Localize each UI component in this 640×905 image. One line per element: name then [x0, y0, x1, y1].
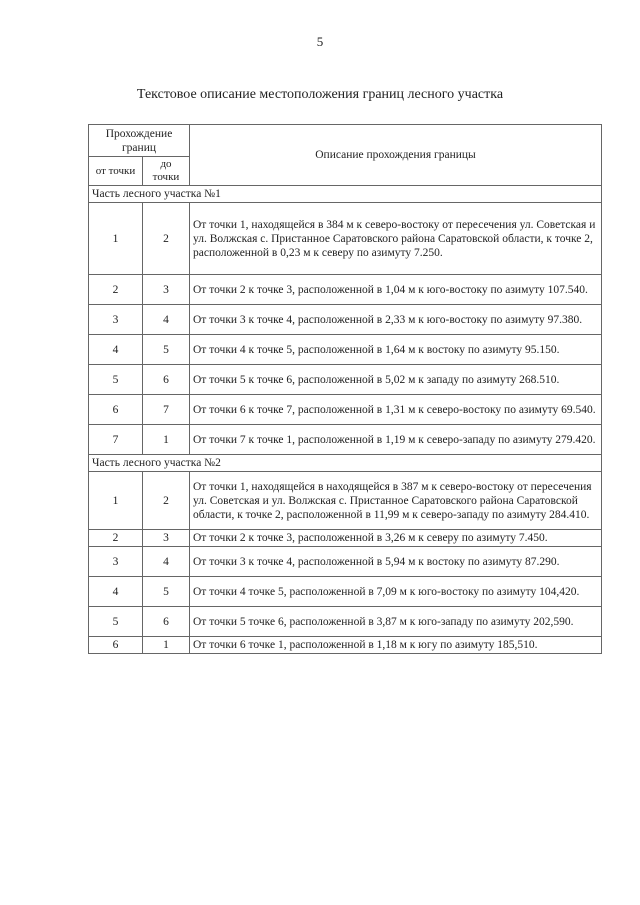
from-point-cell: 1	[89, 203, 143, 275]
description-cell: От точки 6 точке 1, расположенной в 1,18 м к югу по азимуту 185,510.	[190, 637, 602, 654]
from-point-cell: 1	[89, 472, 143, 530]
header-to-point: до точки	[143, 157, 190, 186]
from-point-cell: 6	[89, 637, 143, 654]
table-row	[89, 275, 602, 305]
table-row	[89, 637, 602, 654]
to-point-cell: 2	[143, 203, 190, 275]
to-point-cell: 6	[143, 607, 190, 637]
boundary-table	[88, 124, 602, 654]
description-cell: От точки 2 к точке 3, расположенной в 1,04 м к юго-востоку по азимуту 107.540.	[190, 275, 602, 305]
section-row	[89, 455, 602, 472]
to-point-cell: 1	[143, 425, 190, 455]
to-point-cell: 5	[143, 577, 190, 607]
table-row	[89, 530, 602, 547]
from-point-cell: 3	[89, 547, 143, 577]
from-point-cell: 4	[89, 335, 143, 365]
table-row	[89, 425, 602, 455]
from-point-cell: 5	[89, 365, 143, 395]
to-point-cell: 1	[143, 637, 190, 654]
to-point-cell: 2	[143, 472, 190, 530]
description-cell: От точки 2 к точке 3, расположенной в 3,26 м к северу по азимуту 7.450.	[190, 530, 602, 547]
description-cell: От точки 4 точке 5, расположенной в 7,09 м к юго-востоку по азимуту 104,420.	[190, 577, 602, 607]
from-point-cell: 4	[89, 577, 143, 607]
from-point-cell: 7	[89, 425, 143, 455]
table-row	[89, 305, 602, 335]
description-cell: От точки 5 точке 6, расположенной в 3,87 м к юго-западу по азимуту 202,590.	[190, 607, 602, 637]
document-title: Текстовое описание местоположения границ лесного участка	[136, 87, 504, 102]
section-label: Часть лесного участка №2	[89, 455, 602, 472]
table-row	[89, 335, 602, 365]
description-cell: От точки 5 к точке 6, расположенной в 5,02 м к западу по азимуту 268.510.	[190, 365, 602, 395]
table-row	[89, 203, 602, 275]
header-boundary-group: Прохождение границ	[89, 125, 190, 157]
table-row	[89, 577, 602, 607]
section-row	[89, 186, 602, 203]
to-point-cell: 6	[143, 365, 190, 395]
from-point-cell: 3	[89, 305, 143, 335]
from-point-cell: 2	[89, 275, 143, 305]
description-cell: От точки 3 к точке 4, расположенной в 5,94 м к востоку по азимуту 87.290.	[190, 547, 602, 577]
description-cell: От точки 4 к точке 5, расположенной в 1,64 м к востоку по азимуту 95.150.	[190, 335, 602, 365]
description-cell: От точки 6 к точке 7, расположенной в 1,31 м к северо-востоку по азимуту 69.540.	[190, 395, 602, 425]
to-point-cell: 5	[143, 335, 190, 365]
to-point-cell: 7	[143, 395, 190, 425]
header-from-point: от точки	[89, 157, 143, 186]
table-row	[89, 365, 602, 395]
table-row	[89, 607, 602, 637]
from-point-cell: 2	[89, 530, 143, 547]
header-description: Описание прохождения границы	[190, 125, 602, 186]
to-point-cell: 4	[143, 305, 190, 335]
section-label: Часть лесного участка №1	[89, 186, 602, 203]
table-row	[89, 472, 602, 530]
description-cell: От точки 7 к точке 1, расположенной в 1,19 м к северо-западу по азимуту 279.420.	[190, 425, 602, 455]
page-number: 5	[316, 34, 324, 49]
from-point-cell: 6	[89, 395, 143, 425]
table-body	[89, 186, 602, 654]
to-point-cell: 4	[143, 547, 190, 577]
from-point-cell: 5	[89, 607, 143, 637]
description-cell: От точки 3 к точке 4, расположенной в 2,33 м к юго-востоку по азимуту 97.380.	[190, 305, 602, 335]
table-row	[89, 395, 602, 425]
table-row	[89, 547, 602, 577]
to-point-cell: 3	[143, 530, 190, 547]
to-point-cell: 3	[143, 275, 190, 305]
description-cell: От точки 1, находящейся в находящейся в 387 м к северо-востоку от пересечения ул. Советская и ул. Волжская с. Пристанное Саратовского района Саратовской области, к точке 2, расположенной в 11,99 м к северо-западу по азимуту 284.410.	[190, 472, 602, 530]
description-cell: От точки 1, находящейся в 384 м к северо-востоку от пересечения ул. Советская и ул. Волжская с. Пристанное Саратовского района Саратовской области, к точке 2, расположенной в 0,23 м к северу по азимуту 7.250.	[190, 203, 602, 275]
